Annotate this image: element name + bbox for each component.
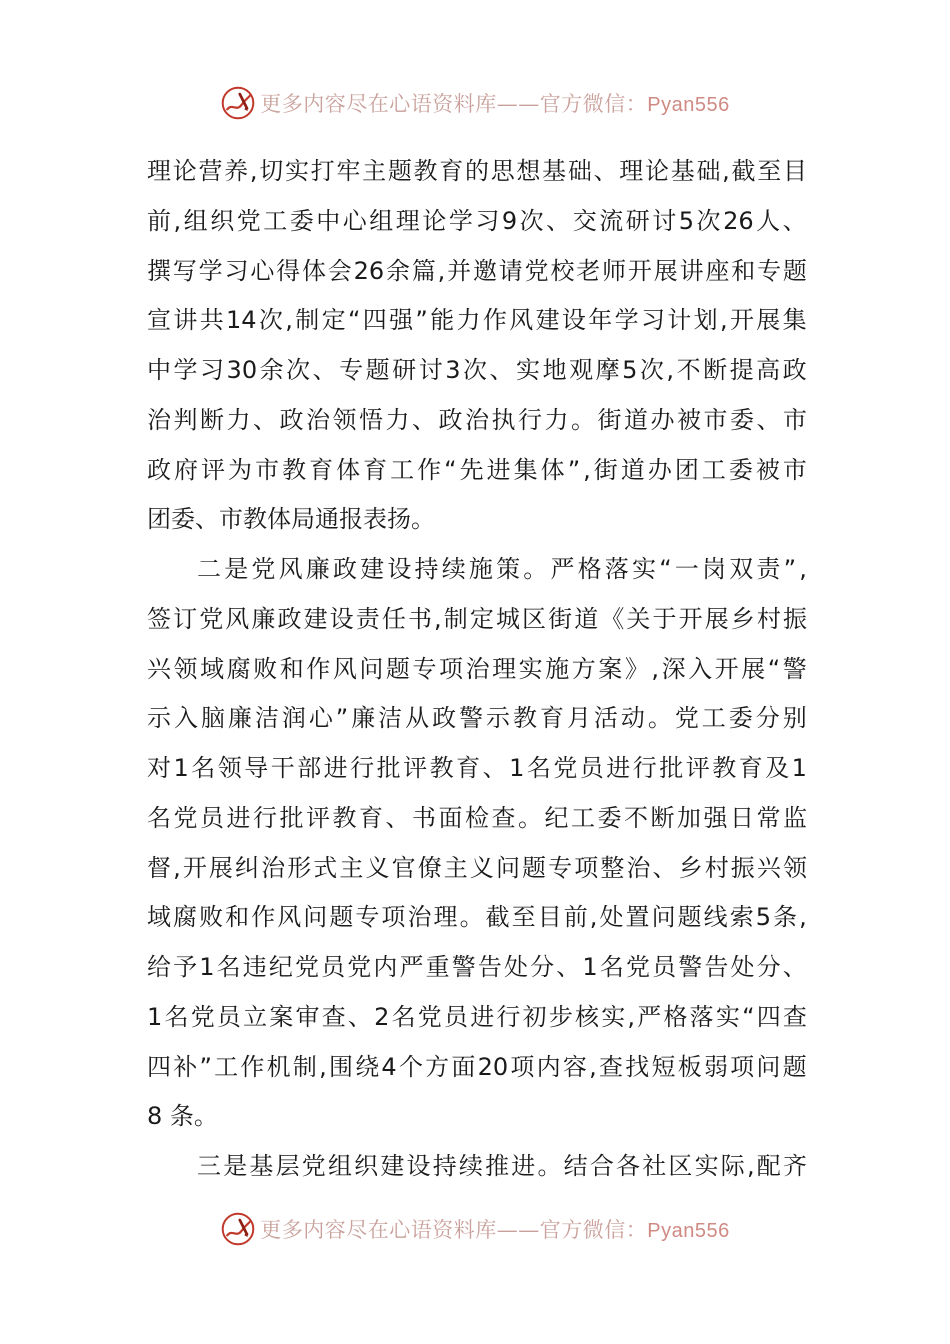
paragraph-line: 督 , 开 展 纠 治 形 式 主 义 官 僚 主 义 问 题 专 项 整 治 、 乡 村 振 兴 领 (147, 853, 807, 882)
paragraph-line: 撰 写 学 习 心 得 体 会 26 余 篇 , 并 邀 请 党 校 老 师 开 展 讲 座 和 专 题 (147, 256, 807, 285)
watermark-text (260, 1214, 729, 1244)
watermark-label: 更多内容尽在心语资料库——官方微信： (260, 1218, 648, 1242)
watermark-wechat-id: Pyan556 (647, 94, 730, 116)
paragraph-line: 示 入 脑 廉 洁 润 心 ” 廉 洁 从 政 警 示 教 育 月 活 动 。 党 工 委 分 别 (147, 704, 807, 733)
paragraph-line: 对 1 名 领 导 干 部 进 行 批 评 教 育 、 1 名 党 员 进 行 批 评 教 育 及 1 (147, 754, 807, 782)
paragraph-line: 8 条。 (147, 1102, 218, 1131)
watermark-text (260, 88, 729, 118)
paragraph-line: 二 是 党 风 廉 政 建 设 持 续 施 策 。 严 格 落 实 “ 一 岗 双 责 ” , (197, 555, 807, 583)
paragraph-line: 1 名 党 员 立 案 审 查 、 2 名 党 员 进 行 初 步 核 实 , 严 格 落 实 “ 四 查 (147, 1002, 807, 1031)
pen-signature-icon (220, 1211, 256, 1247)
paragraph-line: 兴 领 域 腐 败 和 作 风 问 题 专 项 治 理 实 施 方 案 》 , 深 入 开 展 “ 警 (147, 654, 807, 683)
paragraph-line: 政 府 评 为 市 教 育 体 育 工 作 “ 先 进 集 体 ” , 街 道 办 团 工 委 被 市 (147, 455, 807, 484)
paragraph-line: 给 予 1 名 违 纪 党 员 党 内 严 重 警 告 处 分 、 1 名 党 员 警 告 处 分 、 (147, 953, 807, 981)
paragraph-line: 四 补 ” 工 作 机 制 , 围 绕 4 个 方 面 20 项 内 容 , 查 找 短 板 弱 项 问 题 (147, 1052, 807, 1081)
paragraph-line: 域 腐 败 和 作 风 问 题 专 项 治 理 。 截 至 目 前 , 处 置 问 题 线 索 5 条 , (147, 903, 807, 932)
paragraph-line: 宣 讲 共 14 次 , 制 定 “ 四 强 ” 能 力 作 风 建 设 年 学 习 计 划 , 开 展 集 (147, 306, 807, 335)
paragraph-line: 治 判 断 力 、 政 治 领 悟 力 、 政 治 执 行 力 。 街 道 办 被 市 委 、 市 (147, 405, 807, 434)
watermark-header (0, 78, 950, 128)
paragraph-line: 团委、市教体局通报表扬。 (147, 505, 435, 534)
paragraph-line: 理 论 营 养 , 切 实 打 牢 主 题 教 育 的 思 想 基 础 、 理 论 基 础 , 截 至 目 (147, 157, 807, 185)
document-body (147, 147, 807, 1192)
paragraph-line: 三 是 基 层 党 组 织 建 设 持 续 推 进 。 结 合 各 社 区 实 际 , 配 齐 (197, 1152, 807, 1180)
watermark-label: 更多内容尽在心语资料库——官方微信： (260, 92, 648, 116)
pen-signature-icon (220, 85, 256, 121)
paragraph-line: 名 党 员 进 行 批 评 教 育 、 书 面 检 查 。 纪 工 委 不 断 加 强 日 常 监 (147, 803, 807, 832)
watermark-wechat-id: Pyan556 (647, 1220, 730, 1242)
paragraph-line: 中 学 习 30 余 次 、 专 题 研 讨 3 次 、 实 地 观 摩 5 次 , 不 断 提 高 政 (147, 356, 807, 384)
paragraph-line: 前 , 组 织 党 工 委 中 心 组 理 论 学 习 9 次 、 交 流 研 讨 5 次 26 人 、 (147, 206, 807, 235)
paragraph-line: 签 订 党 风 廉 政 建 设 责 任 书 , 制 定 城 区 街 道 《 关 于 开 展 乡 村 振 (147, 604, 807, 633)
watermark-footer (0, 1204, 950, 1254)
